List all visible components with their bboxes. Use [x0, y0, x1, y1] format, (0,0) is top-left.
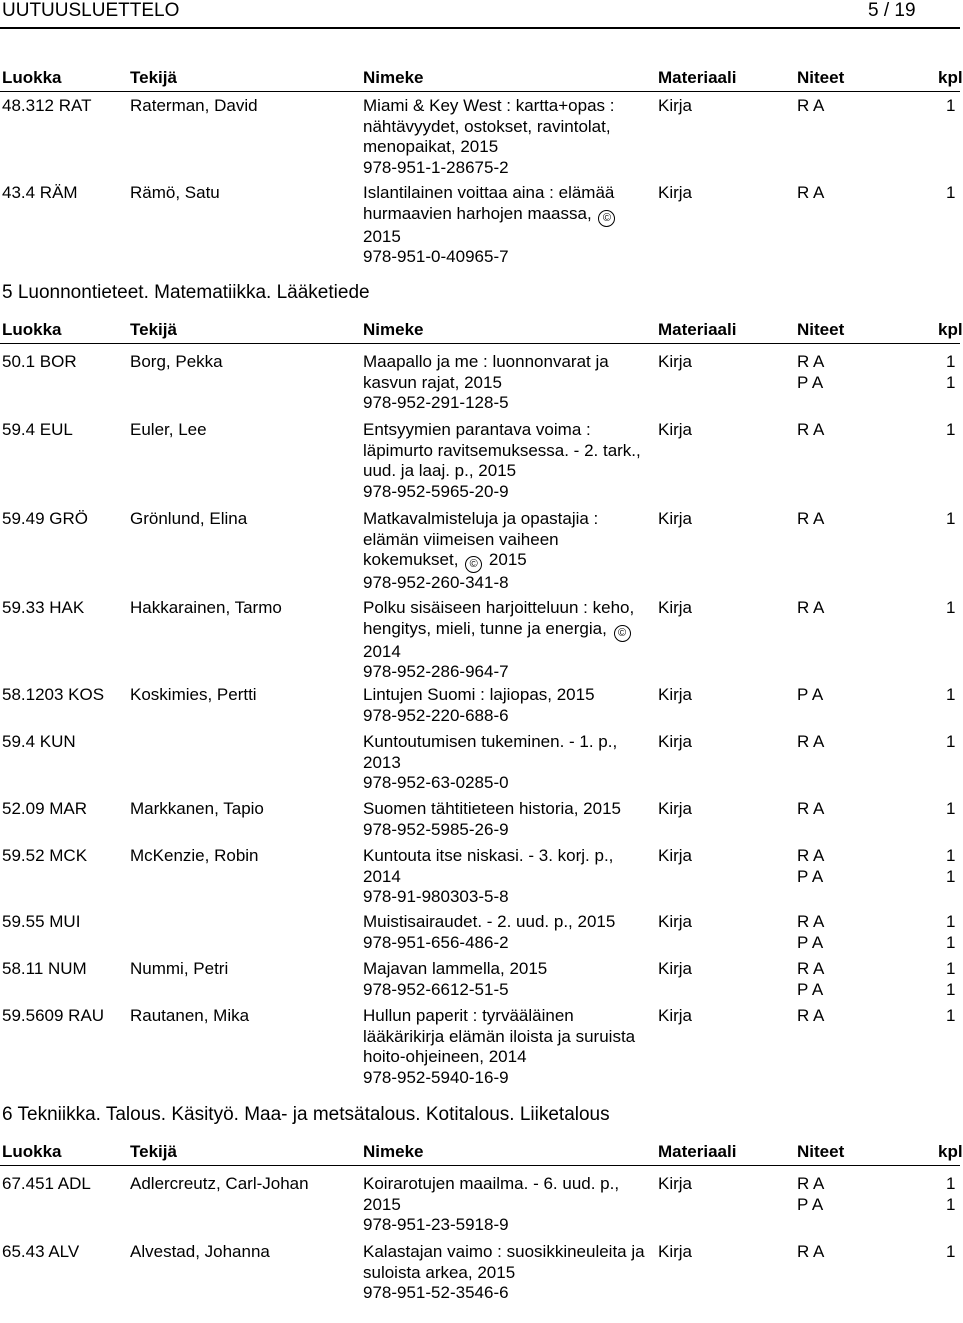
- record-isbn: 978-91-980303-5-8: [363, 887, 509, 906]
- record-copies-location: R A: [797, 1006, 825, 1025]
- column-header-niteet: Niteet: [797, 320, 845, 339]
- record-isbn: 978-952-5940-16-9: [363, 1067, 509, 1087]
- record-class: 59.49 GRÖ: [2, 509, 88, 528]
- record-title-block: [363, 183, 653, 268]
- record-class: 59.4 EUL: [2, 420, 73, 439]
- record-author: Euler, Lee: [130, 420, 207, 439]
- copyright-icon: ©: [614, 625, 631, 642]
- column-header-nimeke: Nimeke: [363, 1142, 424, 1161]
- record-title: Entsyymien parantava voima : läpimurto ravitsemuksessa. - 2. tark., uud. ja laaj. p., 2015: [363, 420, 641, 480]
- record-author: Markkanen, Tapio: [130, 799, 264, 818]
- record-copies-location: R A: [797, 846, 825, 865]
- record-author: Koskimies, Pertti: [130, 685, 257, 704]
- record-material: Kirja: [658, 509, 693, 528]
- record-count: 1: [946, 799, 956, 818]
- column-header-tekija: Tekijä: [130, 320, 177, 339]
- record-title-block: [363, 1006, 653, 1088]
- column-header-luokka: Luokka: [2, 68, 62, 87]
- record-title-block: [363, 96, 653, 178]
- record-author: Hakkarainen, Tarmo: [130, 598, 282, 617]
- record-title-block: [363, 959, 653, 1000]
- column-header-materiaali: Materiaali: [658, 1142, 737, 1161]
- record-title: Muistisairaudet. - 2. uud. p., 2015: [363, 912, 616, 931]
- record-copies-location: R A: [797, 509, 825, 528]
- record-material: Kirja: [658, 799, 693, 818]
- record-count: 1: [946, 959, 956, 978]
- record-count: 1: [946, 96, 956, 115]
- record-material: Kirja: [658, 732, 693, 751]
- record-isbn: 978-952-5985-26-9: [363, 819, 509, 839]
- record-title-block: [363, 685, 653, 726]
- record-copies-location: R A: [797, 1174, 825, 1193]
- record-copies-location: P A: [797, 866, 824, 886]
- record-copies-location: R A: [797, 183, 825, 202]
- record-isbn: 978-952-5965-20-9: [363, 481, 509, 501]
- record-class: 59.52 MCK: [2, 846, 88, 865]
- record-title-block: [363, 799, 653, 840]
- record-title-block: [363, 1174, 653, 1236]
- record-title: Matkavalmisteluja ja opastajia : elämän viimeisen vaiheen kokemukset,: [363, 509, 599, 569]
- record-count: 1: [946, 420, 956, 439]
- record-year: 2015: [363, 226, 401, 246]
- record-count: 1: [946, 352, 956, 371]
- column-header-row: [0, 1142, 963, 1164]
- column-header-divider: [0, 1165, 960, 1166]
- section-title: 6 Tekniikka. Talous. Käsityö. Maa- ja metsätalous. Kotitalous. Liiketalous: [2, 1104, 610, 1125]
- record-count: 1: [946, 866, 956, 886]
- record-author: Raterman, David: [130, 96, 258, 115]
- record-material: Kirja: [658, 183, 693, 202]
- record-title-block: [363, 846, 653, 908]
- copyright-icon: ©: [465, 556, 482, 573]
- document-title: UUTUUSLUETTELO: [2, 0, 180, 21]
- record-title-block: [363, 1242, 653, 1304]
- record-year: 2014: [363, 641, 401, 661]
- record-isbn: 978-951-656-486-2: [363, 932, 509, 952]
- record-title-block: [363, 352, 653, 414]
- record-title-block: [363, 598, 653, 683]
- record-copies-location: R A: [797, 732, 825, 751]
- record-title: Polku sisäiseen harjoitteluun : keho, hengitys, mieli, tunne ja energia,: [363, 598, 635, 638]
- column-header-kpl: kpl: [938, 68, 963, 87]
- column-header-nimeke: Nimeke: [363, 68, 424, 87]
- record-material: Kirja: [658, 352, 693, 371]
- record-material: Kirja: [658, 959, 693, 978]
- record-class: 59.55 MUI: [2, 912, 81, 931]
- record-copies-location: R A: [797, 598, 825, 617]
- record-count: 1: [946, 1006, 956, 1025]
- record-class: 59.5609 RAU: [2, 1006, 105, 1025]
- record-count: 1: [946, 912, 956, 931]
- record-class: 50.1 BOR: [2, 352, 77, 371]
- record-isbn: 978-952-220-688-6: [363, 705, 509, 725]
- record-title-block: [363, 732, 653, 794]
- record-class: 58.11 NUM: [2, 959, 87, 978]
- page-number: 5 / 19: [868, 0, 916, 21]
- record-count: 1: [946, 372, 956, 392]
- record-author: McKenzie, Robin: [130, 846, 259, 865]
- record-material: Kirja: [658, 420, 693, 439]
- record-material: Kirja: [658, 598, 693, 617]
- record-count: 1: [946, 732, 956, 751]
- record-material: Kirja: [658, 912, 693, 931]
- column-header-divider: [0, 343, 960, 344]
- record-isbn: 978-952-63-0285-0: [363, 773, 509, 792]
- record-material: Kirja: [658, 846, 693, 865]
- column-header-row: [0, 320, 963, 342]
- column-header-niteet: Niteet: [797, 68, 845, 87]
- record-title-block: [363, 509, 653, 594]
- record-count: 1: [946, 846, 956, 865]
- record-title: Islantilainen voittaa aina : elämää hurmaavien harhojen maassa,: [363, 183, 615, 223]
- record-title: Lintujen Suomi : lajiopas, 2015: [363, 685, 595, 704]
- record-isbn: 978-951-0-40965-7: [363, 247, 509, 266]
- column-header-materiaali: Materiaali: [658, 68, 737, 87]
- record-class: 43.4 RÄM: [2, 183, 78, 202]
- record-copies-location: P A: [797, 932, 824, 952]
- record-count: 1: [946, 183, 956, 202]
- record-copies-location: R A: [797, 420, 825, 439]
- column-header-row: [0, 68, 963, 90]
- record-copies-location: P A: [797, 372, 824, 392]
- record-isbn: 978-951-52-3546-6: [363, 1283, 509, 1302]
- record-copies-location: P A: [797, 685, 824, 704]
- column-header-luokka: Luokka: [2, 320, 62, 339]
- record-count: 1: [946, 932, 956, 952]
- copyright-icon: ©: [598, 210, 615, 227]
- record-title: Maapallo ja me : luonnonvarat ja kasvun rajat, 2015: [363, 352, 609, 392]
- page-header: [0, 0, 960, 24]
- record-author: Grönlund, Elina: [130, 509, 248, 528]
- record-copies-location: R A: [797, 352, 825, 371]
- record-author: Rautanen, Mika: [130, 1006, 250, 1025]
- record-author: Alvestad, Johanna: [130, 1242, 270, 1261]
- column-header-kpl: kpl: [938, 320, 963, 339]
- record-class: 58.1203 KOS: [2, 685, 105, 704]
- column-header-kpl: kpl: [938, 1142, 963, 1161]
- record-copies-location: P A: [797, 1194, 824, 1214]
- record-title: Kalastajan vaimo : suosikkineuleita ja suloista arkea, 2015: [363, 1242, 645, 1282]
- record-title-block: [363, 912, 653, 953]
- record-author: Borg, Pekka: [130, 352, 223, 371]
- record-isbn: 978-952-286-964-7: [363, 662, 509, 681]
- column-header-luokka: Luokka: [2, 1142, 62, 1161]
- record-class: 59.33 HAK: [2, 598, 85, 617]
- record-title: Miami & Key West : kartta+opas : nähtävyydet, ostokset, ravintolat, menopaikat, 2015: [363, 96, 615, 156]
- section-title: 5 Luonnontieteet. Matematiikka. Lääketiede: [2, 282, 370, 303]
- record-isbn: 978-952-6612-51-5: [363, 979, 509, 999]
- record-title: Hullun paperit : tyrvääläinen lääkärikirja elämän iloista ja suruista hoito-ohjeineen, 2014: [363, 1006, 636, 1066]
- record-class: 59.4 KUN: [2, 732, 76, 751]
- column-header-materiaali: Materiaali: [658, 320, 737, 339]
- record-class: 48.312 RAT: [2, 96, 92, 115]
- record-material: Kirja: [658, 1006, 693, 1025]
- record-material: Kirja: [658, 96, 693, 115]
- record-copies-location: R A: [797, 959, 825, 978]
- column-header-tekija: Tekijä: [130, 1142, 177, 1161]
- record-author: Adlercreutz, Carl-Johan: [130, 1174, 309, 1193]
- record-material: Kirja: [658, 685, 693, 704]
- column-header-tekija: Tekijä: [130, 68, 177, 87]
- record-class: 65.43 ALV: [2, 1242, 80, 1261]
- header-divider: [0, 27, 960, 29]
- record-isbn: 978-952-260-341-8: [363, 573, 509, 592]
- record-count: 1: [946, 979, 956, 999]
- record-title: Koirarotujen maailma. - 6. uud. p., 2015: [363, 1174, 620, 1214]
- record-copies-location: R A: [797, 96, 825, 115]
- record-count: 1: [946, 1174, 956, 1193]
- record-year: 2015: [488, 550, 527, 569]
- record-title: Kuntoutumisen tukeminen. - 1. p., 2013: [363, 732, 618, 772]
- record-copies-location: R A: [797, 912, 825, 931]
- record-count: 1: [946, 598, 956, 617]
- record-count: 1: [946, 685, 956, 704]
- record-material: Kirja: [658, 1174, 693, 1193]
- column-header-divider: [0, 91, 960, 92]
- record-author: Nummi, Petri: [130, 959, 229, 978]
- record-title: Suomen tähtitieteen historia, 2015: [363, 799, 622, 818]
- column-header-niteet: Niteet: [797, 1142, 845, 1161]
- record-isbn: 978-952-291-128-5: [363, 393, 509, 412]
- record-class: 52.09 MAR: [2, 799, 88, 818]
- record-class: 67.451 ADL: [2, 1174, 91, 1193]
- record-title: Majavan lammella, 2015: [363, 959, 548, 978]
- record-copies-location: R A: [797, 1242, 825, 1261]
- record-isbn: 978-951-1-28675-2: [363, 157, 509, 177]
- column-header-nimeke: Nimeke: [363, 320, 424, 339]
- record-count: 1: [946, 509, 956, 528]
- record-author: Rämö, Satu: [130, 183, 220, 202]
- record-copies-location: R A: [797, 799, 825, 818]
- record-count: 1: [946, 1242, 956, 1261]
- record-copies-location: P A: [797, 979, 824, 999]
- record-title: Kuntouta itse niskasi. - 3. korj. p., 2014: [363, 846, 614, 886]
- record-count: 1: [946, 1194, 956, 1214]
- record-material: Kirja: [658, 1242, 693, 1261]
- record-isbn: 978-951-23-5918-9: [363, 1215, 509, 1234]
- record-title-block: [363, 420, 653, 502]
